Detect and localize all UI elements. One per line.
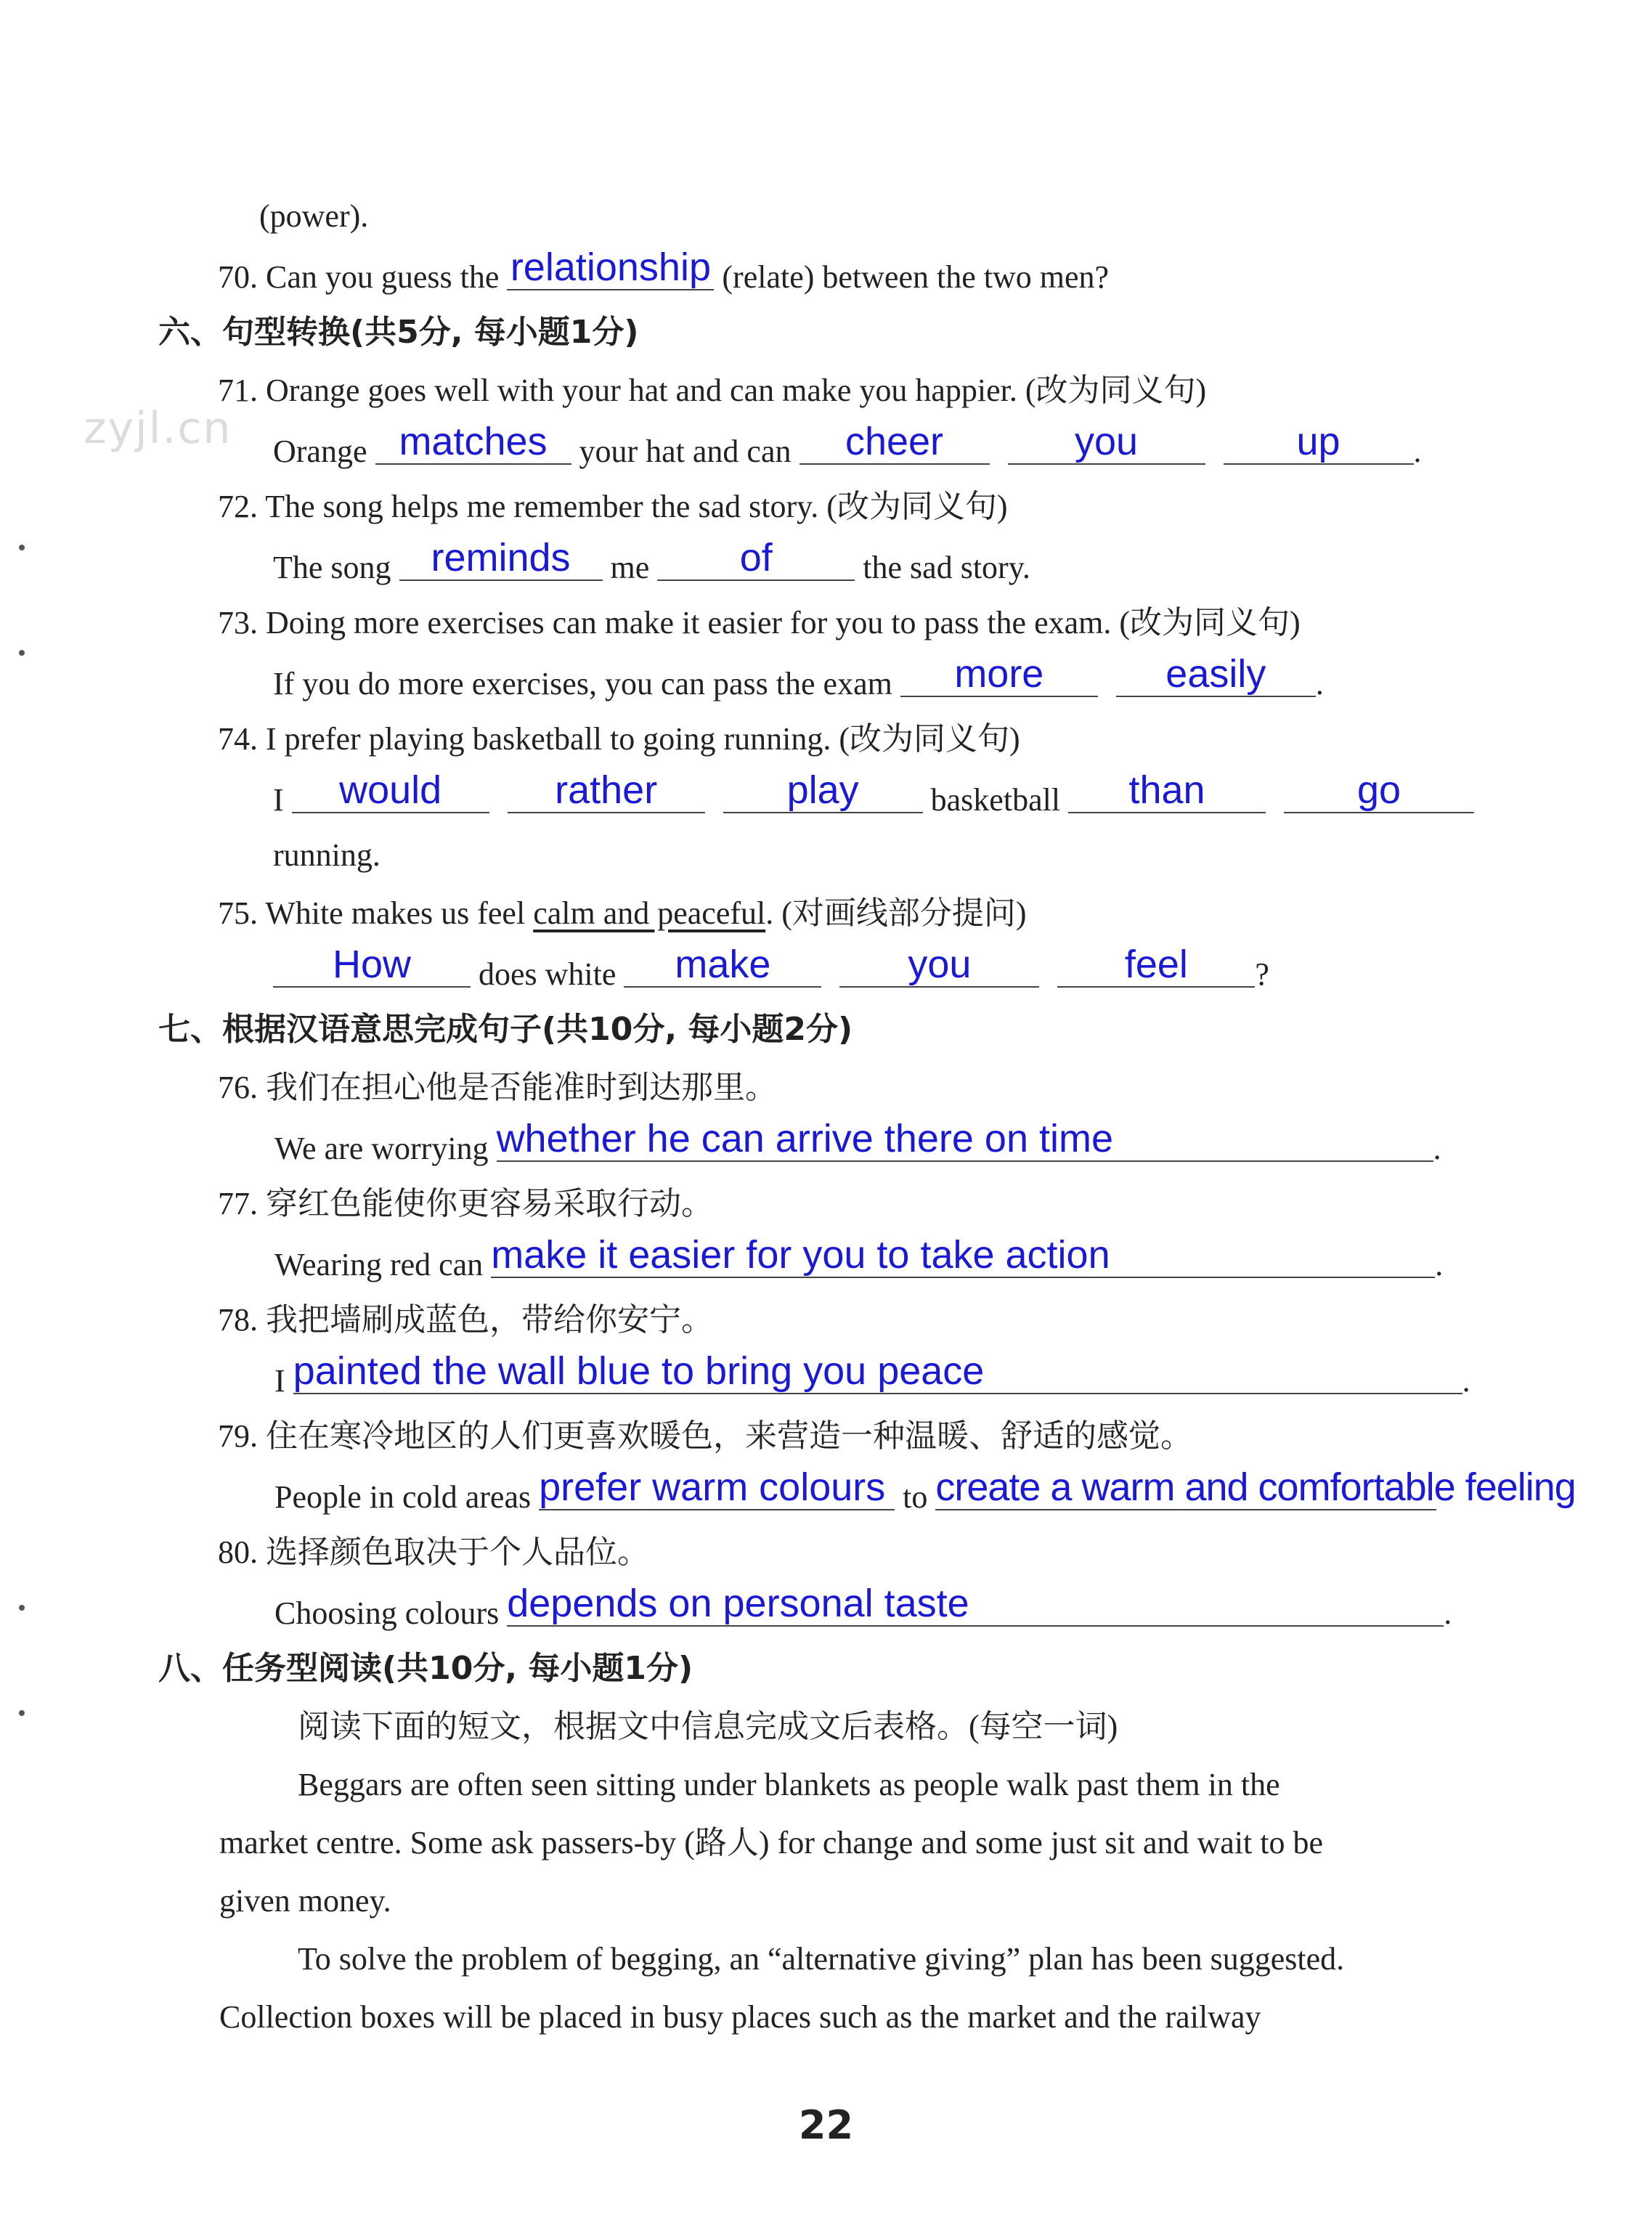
question-74-answer-line	[273, 768, 1474, 822]
answer-text: prefer warm colours	[539, 1465, 886, 1509]
question-76-answer-line: We are worrying whether he can arrive there on time .	[274, 1117, 1441, 1166]
line-text: . (对画线部分提问)	[765, 895, 1027, 931]
question-79: 79. 住在寒冷地区的人们更喜欢暖色，来营造一种温暖、舒适的感觉。	[218, 1418, 1192, 1454]
question-77: 77. 穿红色能使你更容易采取行动。	[218, 1186, 713, 1221]
question-75-answer-line: How does white make you feel ?	[273, 950, 1269, 996]
reading-paragraph-line: market centre. Some ask passers-by (路人) for change and some just sit and wait to be	[219, 1825, 1324, 1860]
line-text: I	[274, 1363, 285, 1399]
answer-text: you	[908, 943, 972, 986]
q70-text: 70. Can you guess the	[218, 259, 500, 295]
answer-blank	[399, 536, 603, 581]
margin-mark	[19, 545, 25, 550]
answer-text: relationship	[510, 245, 711, 289]
answer-blank	[539, 1465, 895, 1510]
question-73: 73. Doing more exercises can make it easier for you to pass the exam. (改为同义句)	[218, 605, 1301, 640]
answer-blank	[1057, 943, 1255, 988]
question-77-answer-line: Wearing red can make it easier for you to take action .	[274, 1233, 1444, 1282]
question-80-answer-line: Choosing colours depends on personal taste .	[274, 1582, 1452, 1631]
answer-blank	[1284, 768, 1474, 813]
answer-text: than	[1128, 768, 1205, 812]
watermark: zyjl.cn	[84, 403, 232, 454]
section-heading-6: 六、句型转换(共5分, 每小题1分)	[158, 314, 639, 351]
answer-blank	[292, 768, 489, 813]
question-72: 72. The song helps me remember the sad story. (改为同义句)	[218, 489, 1008, 524]
line-text: Choosing colours	[274, 1595, 500, 1631]
answer-text: more	[954, 652, 1044, 696]
line-text: basketball	[930, 782, 1061, 818]
answer-blank	[273, 943, 471, 988]
answer-blank	[1224, 420, 1414, 465]
line-text: the sad story.	[863, 550, 1030, 585]
answer-text: make	[675, 943, 771, 986]
page-number: 22	[798, 2102, 854, 2148]
question-80: 80. 选择颜色取决于个人品位。	[218, 1534, 649, 1570]
question-72-answer-line	[273, 536, 1030, 590]
answer-text: create a warm and comfortable feeling	[935, 1465, 1576, 1509]
line-text: Wearing red can	[274, 1247, 484, 1282]
answer-blank	[293, 1349, 1462, 1394]
reading-paragraph-line: given money.	[219, 1883, 391, 1919]
line-text: If you do more exercises, you can pass the exam	[273, 666, 892, 701]
answer-text: rather	[555, 768, 658, 812]
line-text: does white	[479, 956, 617, 992]
answer-text: make it easier for you to take action	[491, 1233, 1110, 1277]
question-75	[218, 892, 1027, 935]
question-70	[218, 245, 1110, 299]
answer-blank	[624, 943, 821, 988]
answer-blank	[799, 420, 990, 465]
answer-text: play	[786, 768, 859, 812]
line-text: The song	[273, 550, 391, 585]
answer-text: easily	[1165, 652, 1266, 696]
answer-text: go	[1357, 768, 1401, 812]
answer-blank	[657, 536, 855, 581]
line-text: I	[273, 782, 284, 818]
answer-text: depends on personal taste	[507, 1582, 969, 1625]
question-79-answer-line	[274, 1465, 1576, 1519]
answer-blank	[507, 1582, 1444, 1627]
answer-blank	[839, 943, 1039, 988]
answer-blank	[1008, 420, 1205, 465]
text-line: (power).	[259, 198, 369, 234]
line-text: People in cold areas	[274, 1479, 532, 1515]
line-text: me	[610, 550, 650, 585]
reading-paragraph-line: To solve the problem of begging, an “alternative giving” plan has been suggested.	[298, 1941, 1345, 1977]
underlined-phrase: calm and peaceful	[533, 895, 766, 931]
line-text: your hat and can	[579, 434, 792, 469]
question-71: 71. Orange goes well with your hat and can make you happier. (改为同义句)	[218, 373, 1207, 408]
line-text: 75. White makes us feel	[218, 895, 526, 931]
answer-blank	[935, 1465, 1576, 1510]
answer-text: painted the wall blue to bring you peace	[293, 1349, 985, 1393]
margin-mark	[19, 1605, 25, 1611]
question-71-answer-line: Orange matches your hat and can cheer you up .	[273, 420, 1422, 469]
answer-blank	[375, 420, 571, 465]
answer-text: How	[332, 943, 412, 986]
answer-text: would	[339, 768, 442, 812]
answer-blank	[497, 1117, 1433, 1162]
line-text: We are worrying	[274, 1131, 489, 1166]
answer-blank	[900, 652, 1098, 697]
answer-text: reminds	[431, 536, 571, 579]
reading-instruction: 阅读下面的短文，根据文中信息完成文后表格。(每空一词)	[298, 1709, 1118, 1744]
margin-mark	[19, 1710, 25, 1716]
section-heading-7: 七、根据汉语意思完成句子(共10分, 每小题2分)	[158, 1011, 853, 1048]
question-74-continuation: running.	[273, 837, 381, 873]
answer-text: you	[1074, 420, 1139, 463]
margin-mark	[19, 650, 25, 656]
answer-blank	[508, 768, 705, 813]
line-text: Orange	[273, 434, 367, 469]
answer-text: matches	[399, 420, 548, 463]
answer-text: cheer	[845, 420, 944, 463]
question-78-answer-line: I painted the wall blue to bring you peace .	[274, 1349, 1470, 1399]
reading-paragraph-line: Beggars are often seen sitting under blankets as people walk past them in the	[298, 1767, 1280, 1802]
question-73-answer-line: If you do more exercises, you can pass the exam more easily .	[273, 652, 1324, 701]
answer-text: of	[739, 536, 773, 579]
line-text: to	[903, 1479, 928, 1515]
answer-blank	[491, 1233, 1435, 1278]
answer-blank	[723, 768, 923, 813]
answer-blank	[507, 245, 714, 290]
q70-text-post: (relate) between the two men?	[722, 259, 1110, 295]
question-74: 74. I prefer playing basketball to going running. (改为同义句)	[218, 721, 1020, 757]
answer-blank	[1116, 652, 1316, 697]
question-78: 78. 我把墙刷成蓝色，带给你安宁。	[218, 1302, 713, 1338]
answer-text: up	[1296, 420, 1340, 463]
reading-paragraph-line: Collection boxes will be placed in busy places such as the market and the railway	[219, 1999, 1261, 2035]
section-heading-8: 八、任务型阅读(共10分, 每小题1分)	[158, 1650, 693, 1687]
question-76: 76. 我们在担心他是否能准时到达那里。	[218, 1070, 777, 1105]
answer-text: feel	[1124, 943, 1188, 986]
answer-blank	[1068, 768, 1266, 813]
answer-text: whether he can arrive there on time	[496, 1117, 1114, 1160]
